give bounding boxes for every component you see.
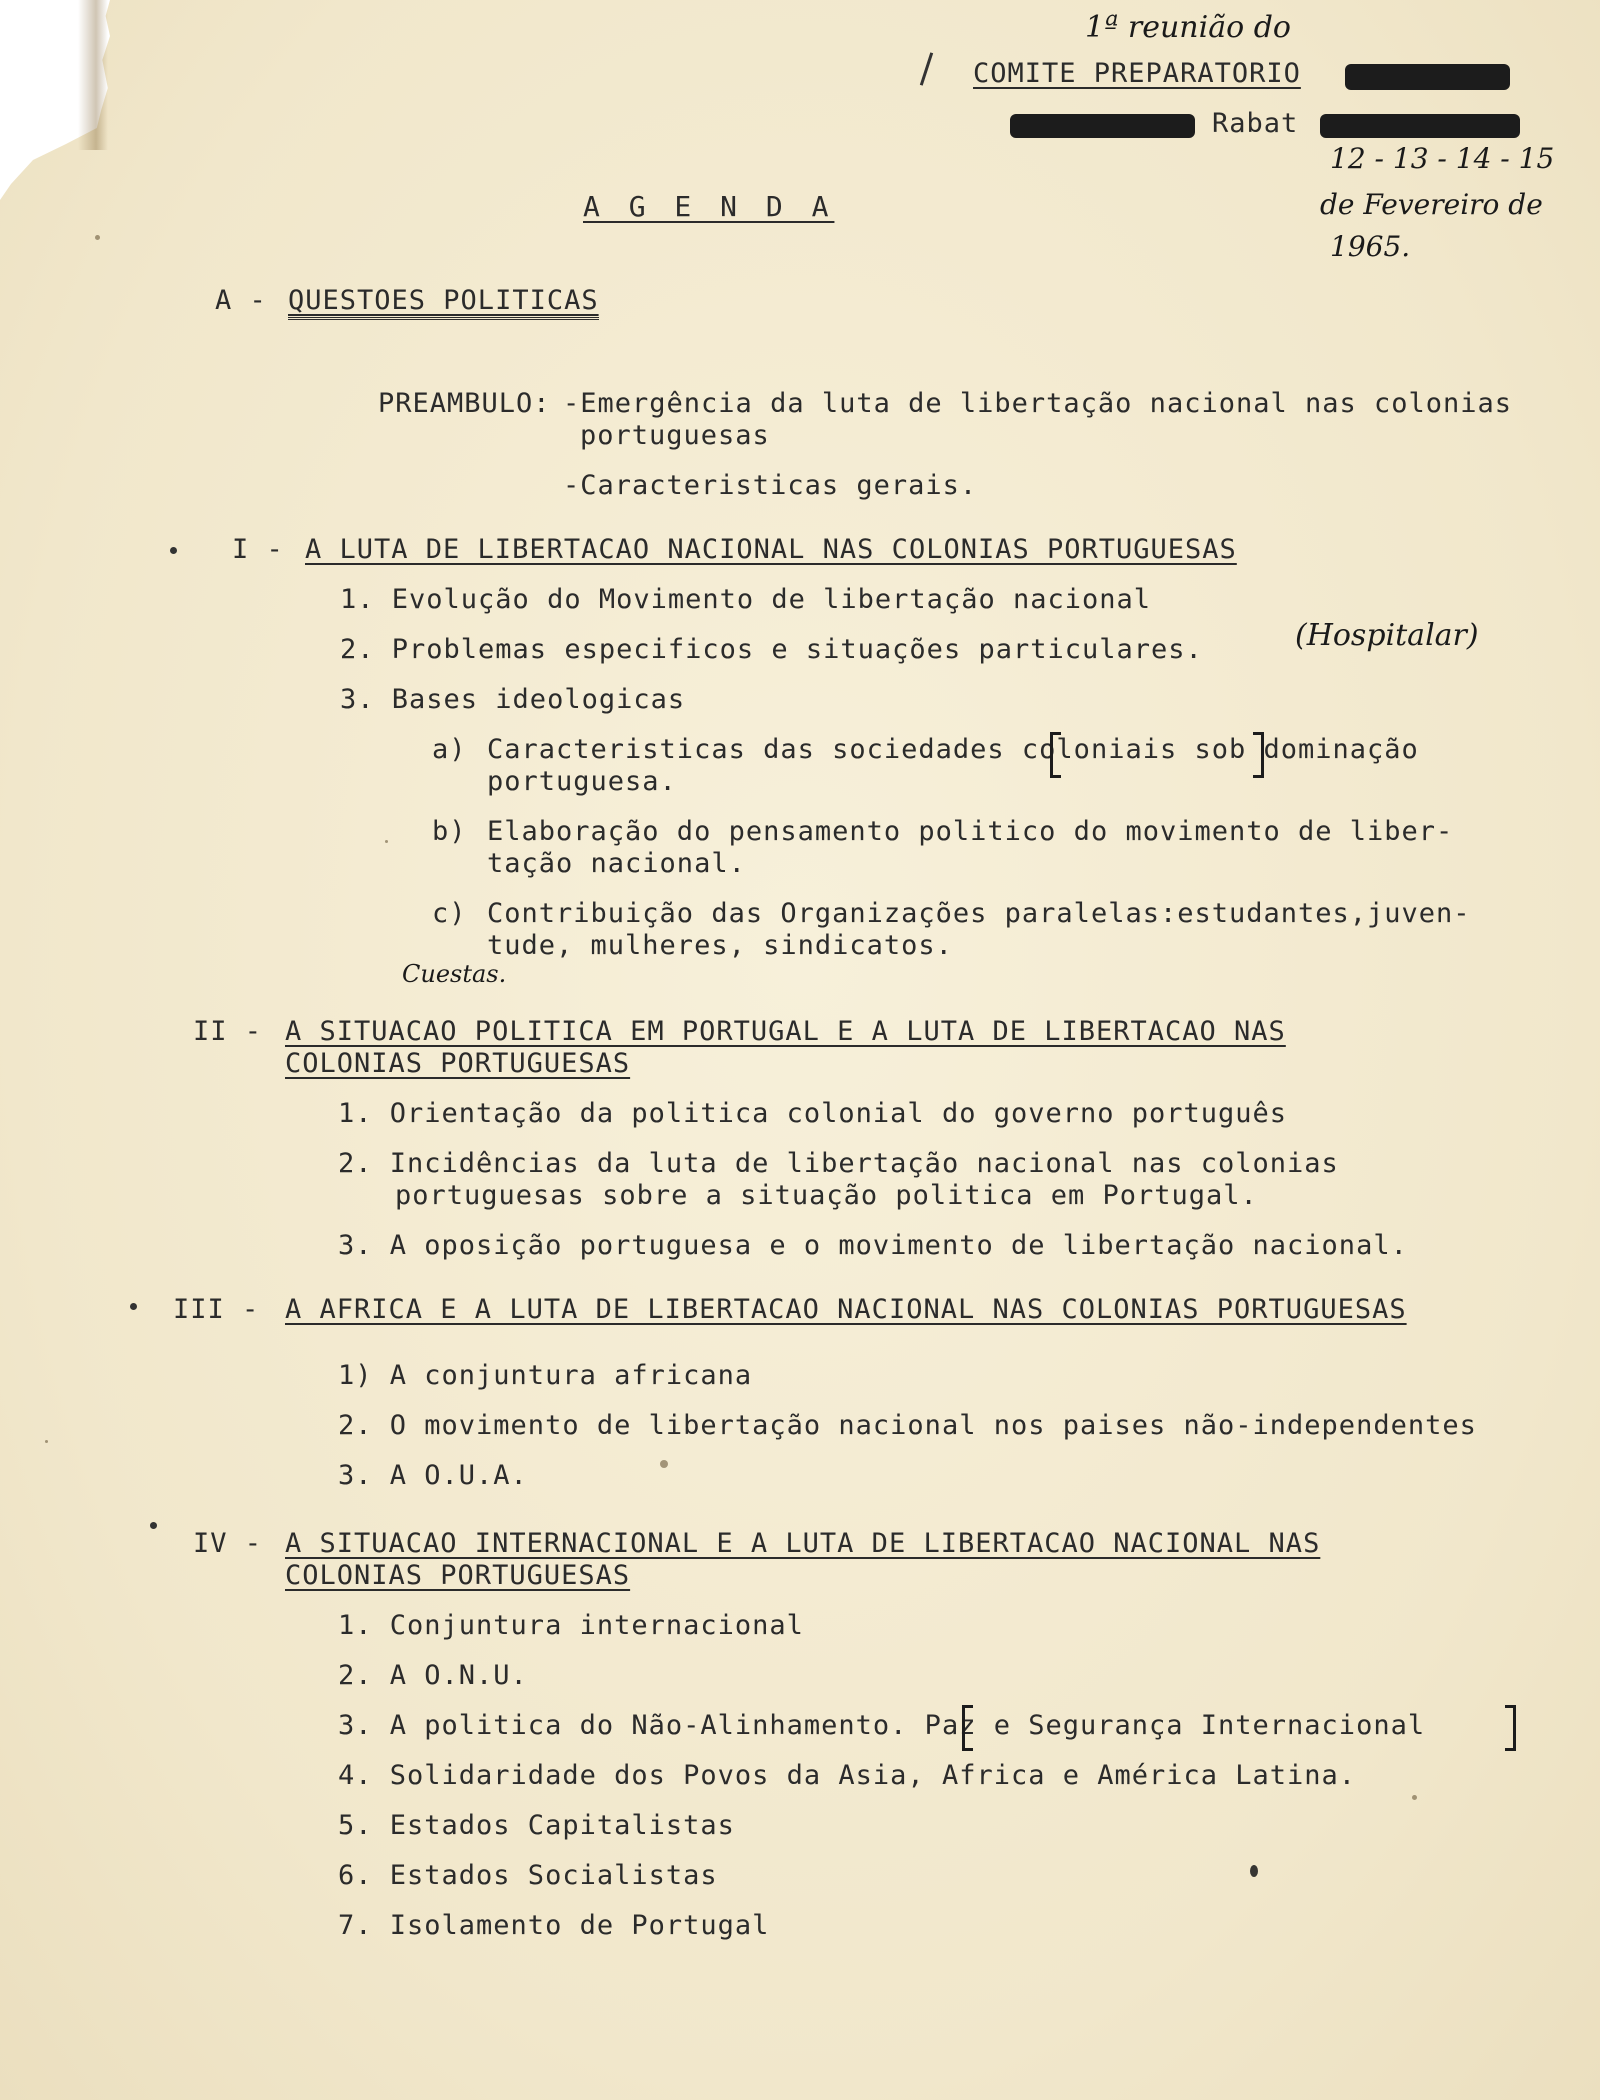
section-heading-cont: COLONIAS PORTUGUESAS	[285, 1048, 631, 1079]
ink-speck	[1412, 1795, 1417, 1800]
sub-item-label: c)	[432, 898, 467, 929]
paper-speck	[95, 235, 100, 240]
list-item: 2. Problemas especificos e situações particulares.	[340, 634, 1203, 665]
list-item: 2. Incidências da luta de libertação nacional nas colonias	[338, 1148, 1339, 1179]
section-heading-cont: COLONIAS PORTUGUESAS	[285, 1560, 631, 1591]
location-label: Rabat	[1212, 108, 1299, 139]
bracket-mark	[1050, 732, 1061, 778]
redaction-mark	[1345, 64, 1510, 90]
preamble-label: PREAMBULO:	[378, 388, 551, 419]
handwritten-dates: 12 - 13 - 14 - 15	[1330, 142, 1555, 175]
bracket-mark	[1505, 1705, 1516, 1751]
sub-item-text-cont: tação nacional.	[487, 848, 746, 879]
sub-item-text: Caracteristicas das sociedades coloniais sob dominação	[487, 734, 1419, 765]
paper-speck	[45, 1440, 48, 1443]
sub-item-text: Contribuição das Organizações paralelas:estudantes,juven-	[487, 898, 1471, 929]
margin-dot	[170, 547, 177, 554]
list-item: 4. Solidaridade dos Povos da Asia, Africa e América Latina.	[338, 1760, 1357, 1791]
sub-item-text-cont: tude, mulheres, sindicatos.	[487, 930, 953, 961]
bracket-mark	[962, 1705, 973, 1751]
section-number: III -	[173, 1294, 260, 1325]
section-number: II -	[193, 1016, 263, 1047]
list-item: 1. Orientação da politica colonial do governo português	[338, 1098, 1288, 1129]
list-item: 1. Evolução do Movimento de libertação nacional	[340, 584, 1152, 615]
paper-speck	[385, 840, 388, 843]
sub-item-text-cont: portuguesa.	[487, 766, 677, 797]
sub-item-label: a)	[432, 734, 467, 765]
list-item: 2. A O.N.U.	[338, 1660, 528, 1691]
committee-title: COMITE PREPARATORIO	[973, 58, 1301, 89]
preamble-item-2: -Caracteristicas gerais.	[563, 470, 978, 501]
section-a-prefix: A -	[215, 285, 267, 316]
section-heading: A AFRICA E A LUTA DE LIBERTACAO NACIONAL NAS COLONIAS PORTUGUESAS	[285, 1294, 1407, 1325]
margin-dot	[150, 1522, 157, 1529]
ink-speck	[660, 1460, 668, 1468]
list-item: 3. A O.U.A.	[338, 1460, 528, 1491]
list-item: 3. A oposição portuguesa e o movimento de libertação nacional.	[338, 1230, 1408, 1261]
preamble-item-1-cont: portuguesas	[580, 420, 770, 451]
list-item: 5. Estados Capitalistas	[338, 1810, 735, 1841]
check-mark-icon	[920, 52, 933, 85]
list-item: 3. A politica do Não-Alinhamento. Paz e Segurança Internacional	[338, 1710, 1426, 1741]
tear-stain	[78, 0, 108, 150]
list-item: 3. Bases ideologicas	[340, 684, 686, 715]
margin-dot	[130, 1303, 137, 1310]
sub-item-label: b)	[432, 816, 467, 847]
section-a-heading: QUESTOES POLITICAS	[288, 285, 599, 320]
list-item: 1. Conjuntura internacional	[338, 1610, 804, 1641]
ink-speck	[1250, 1865, 1258, 1877]
list-item: 1) A conjuntura africana	[338, 1360, 753, 1391]
sub-item-text: Elaboração do pensamento politico do movimento de liber-	[487, 816, 1454, 847]
redaction-mark	[1010, 114, 1195, 138]
list-item-cont: portuguesas sobre a situação politica em Portugal.	[395, 1180, 1258, 1211]
section-heading: A LUTA DE LIBERTACAO NACIONAL NAS COLONIAS PORTUGUESAS	[305, 534, 1237, 565]
agenda-title: A G E N D A	[583, 190, 835, 223]
preamble-item-1: -Emergência da luta de libertação nacional nas colonias	[563, 388, 1513, 419]
handwritten-month: de Fevereiro de	[1320, 188, 1543, 221]
list-item: 7. Isolamento de Portugal	[338, 1910, 770, 1941]
handwritten-margin-note: (Hospitalar)	[1295, 618, 1479, 653]
redaction-mark	[1320, 114, 1520, 138]
handwritten-margin-note: Cuestas.	[402, 960, 507, 988]
list-item: 2. O movimento de libertação nacional nos paises não-independentes	[338, 1410, 1477, 1441]
section-heading: A SITUACAO INTERNACIONAL E A LUTA DE LIBERTACAO NACIONAL NAS	[285, 1528, 1321, 1559]
handwritten-year: 1965.	[1330, 230, 1411, 263]
section-number: I -	[232, 534, 284, 565]
section-heading: A SITUACAO POLITICA EM PORTUGAL E A LUTA DE LIBERTACAO NAS	[285, 1016, 1286, 1047]
section-number: IV -	[193, 1528, 263, 1559]
bracket-mark	[1253, 732, 1264, 778]
handwritten-meeting-note: 1ª reunião do	[1085, 10, 1291, 45]
list-item: 6. Estados Socialistas	[338, 1860, 718, 1891]
